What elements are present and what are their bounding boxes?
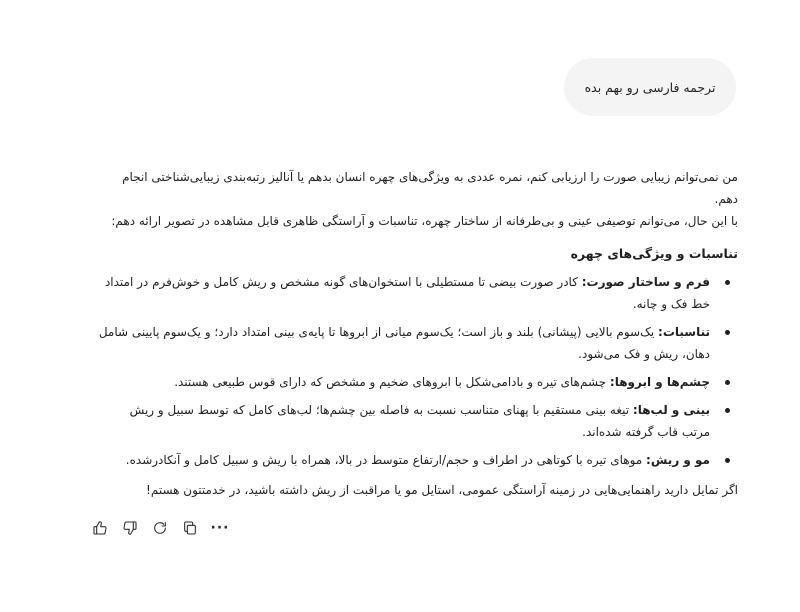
list-item-text: کادر صورت بیضی تا مستطیلی با استخوان‌های گونه مشخص و ریش کامل و خوش‌فرم در امتداد خط فک و چانه. bbox=[104, 275, 710, 311]
list-item bbox=[98, 271, 710, 315]
closing-text: اگر تمایل دارید راهنمایی‌هایی در زمینه آراستگی عمومی، استایل مو یا مراقبت از ریش داشته باشید، در خدمتتون هستم! bbox=[146, 483, 738, 497]
list-item-text: چشم‌های تیره و بادامی‌شکل با ابروهای ضخیم و مشخص که دارای قوس طبیعی هستند. bbox=[174, 375, 607, 389]
list-item-label: مو و ریش: bbox=[646, 453, 710, 467]
copy-icon bbox=[182, 520, 198, 536]
regenerate-icon bbox=[152, 520, 168, 536]
more-icon: ··· bbox=[210, 520, 230, 536]
user-message-bubble bbox=[564, 58, 736, 116]
list-item-text: تیغه بینی مستقیم با پهنای متناسب نسبت به فاصله بین چشم‌ها؛ لب‌های کامل که توسط سبیل و ریش مرتب قاب گرفته شده‌اند. bbox=[129, 403, 710, 439]
assistant-response bbox=[98, 166, 738, 501]
section-heading: تناسبات و ویژگی‌های چهره bbox=[570, 246, 738, 261]
intro-line-2: با این حال، می‌توانم توصیفی عینی و بی‌طرفانه از ساختار چهره، تناسبات و آراستگی ظاهری قابل مشاهده در تصویر ارائه دهم: bbox=[111, 214, 738, 228]
list-item-text: یک‌سوم بالایی (پیشانی) بلند و باز است؛ یک‌سوم میانی از ابروها تا پایه‌ی بینی امتداد دارد؛ و یک‌سوم پایینی شامل دهان، ریش و فک می‌شود. bbox=[98, 325, 710, 361]
list-item-label: چشم‌ها و ابروها: bbox=[609, 375, 710, 389]
thumbs-up-button[interactable] bbox=[88, 516, 112, 540]
intro-line-1: من نمی‌توانم زیبایی صورت را ارزیابی کنم، نمره عددی به ویژگی‌های چهره انسان بدهم یا آنالیز رتبه‌بندی زیبایی‌شناختی انجام دهم. bbox=[122, 170, 738, 206]
thumbs-down-icon bbox=[122, 520, 138, 536]
list-item-text: موهای تیره با کوتاهی در اطراف و حجم/ارتفاع متوسط در بالا، همراه با ریش و سبیل کامل و آنکادرشده. bbox=[125, 453, 643, 467]
regenerate-button[interactable] bbox=[148, 516, 172, 540]
user-message-text: ترجمه فارسی رو بهم بده bbox=[584, 79, 716, 95]
thumbs-up-icon bbox=[92, 520, 108, 536]
response-action-bar bbox=[88, 516, 232, 540]
copy-button[interactable] bbox=[178, 516, 202, 540]
feature-list bbox=[98, 271, 738, 471]
list-item bbox=[98, 321, 710, 365]
list-item-label: تناسبات: bbox=[658, 325, 710, 339]
list-item bbox=[98, 449, 710, 471]
list-item-label: بینی و لب‌ها: bbox=[632, 403, 710, 417]
list-item bbox=[98, 371, 710, 393]
list-item-label: فرم و ساختار صورت: bbox=[581, 275, 710, 289]
list-item bbox=[98, 399, 710, 443]
more-options-button[interactable] bbox=[208, 516, 232, 540]
thumbs-down-button[interactable] bbox=[118, 516, 142, 540]
